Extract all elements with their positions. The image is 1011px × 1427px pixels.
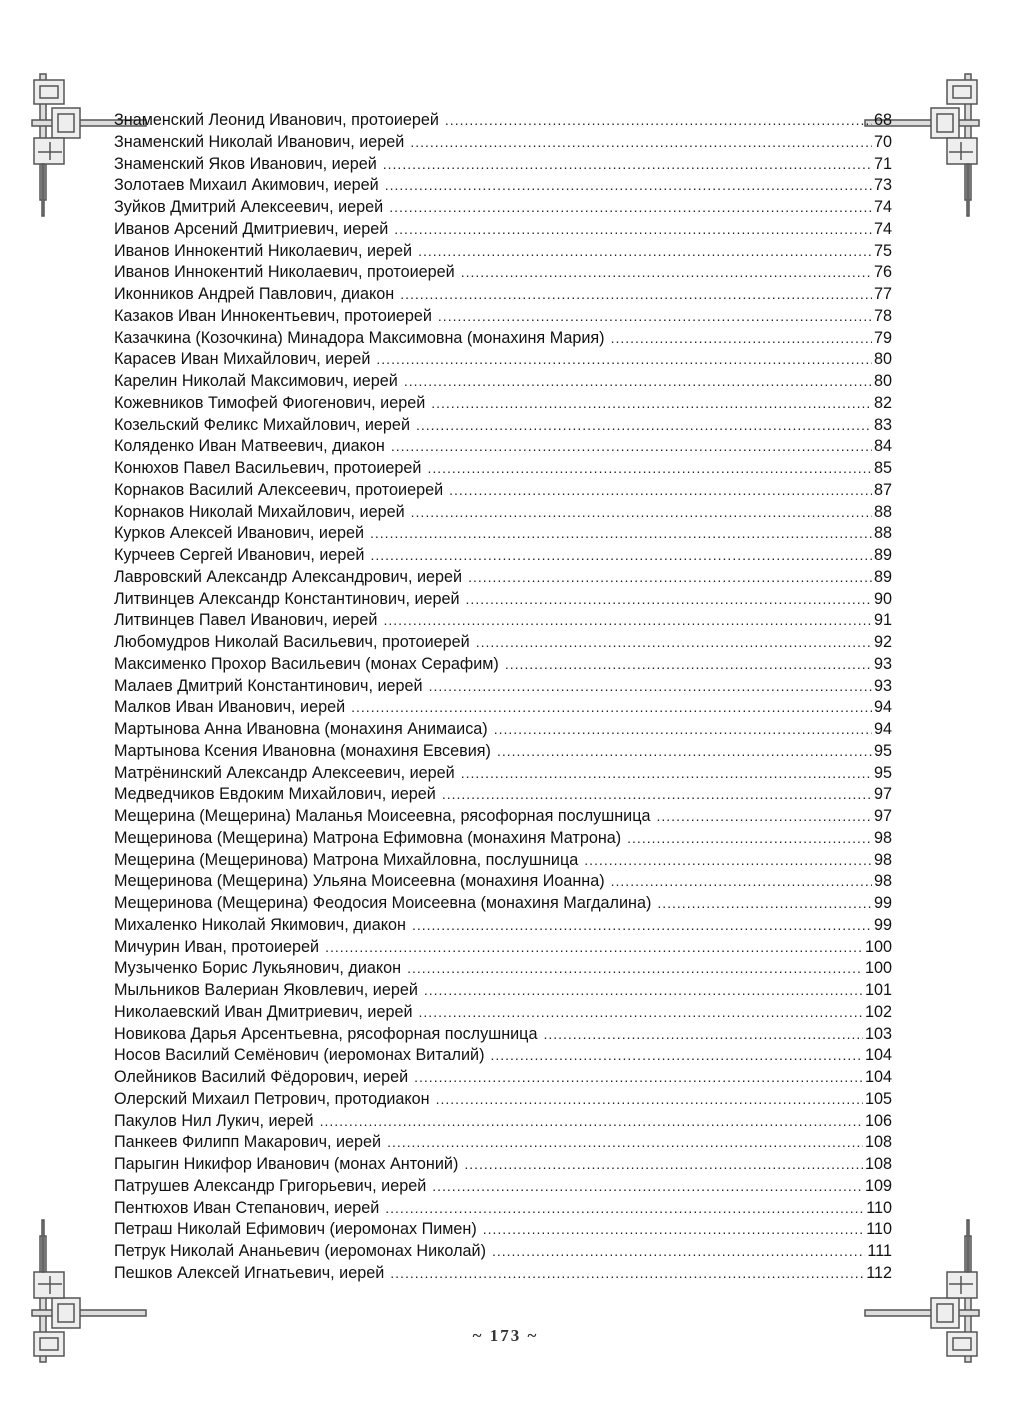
- toc-leader-dots: [464, 1154, 863, 1176]
- toc-entry-page: 98: [873, 872, 892, 891]
- toc-leader-dots: [492, 1241, 865, 1263]
- toc-entry-name: Конюхов Павел Васильевич, протоиерей: [114, 459, 422, 477]
- toc-entry[interactable]: [114, 1002, 892, 1024]
- toc-entry[interactable]: [114, 458, 892, 480]
- toc-leader-dots: [431, 393, 872, 415]
- toc-leader-dots: [418, 241, 872, 263]
- toc-entry-name: Олейников Василий Фёдорович, иерей: [114, 1068, 409, 1086]
- toc-entry[interactable]: [114, 1219, 892, 1241]
- toc-entry-name: Музыченко Борис Лукьянович, диакон: [114, 959, 402, 978]
- toc-entry-name: Патрушев Александр Григорьевич, иерей: [114, 1176, 427, 1195]
- toc-leader-dots: [385, 1198, 864, 1220]
- toc-entry[interactable]: [114, 415, 892, 437]
- toc-entry-name: Знаменский Леонид Иванович, протоиерей: [114, 111, 439, 129]
- toc-entry[interactable]: [114, 1045, 892, 1067]
- toc-leader-dots: [419, 1002, 863, 1024]
- toc-leader-dots: [424, 980, 863, 1002]
- toc-entry-page: 100: [864, 937, 892, 956]
- toc-entry-page: 95: [873, 763, 892, 782]
- toc-entry-name: Максименко Прохор Васильевич (монах Серафим): [114, 654, 499, 673]
- toc-entry-page: 103: [864, 1024, 892, 1043]
- toc-entry-name: Курчеев Сергей Иванович, иерей: [114, 546, 365, 564]
- toc-leader-dots: [410, 132, 872, 154]
- toc-entry-page: 110: [866, 1220, 892, 1239]
- toc-entry[interactable]: [114, 1241, 892, 1263]
- toc-entry-name: Литвинцев Александр Константинович, иерей: [114, 589, 460, 608]
- toc-entry-page: 79: [873, 328, 892, 347]
- toc-entry-page: 109: [864, 1176, 892, 1195]
- toc-entry[interactable]: [114, 1263, 892, 1285]
- toc-entry-name: Пешков Алексей Игнатьевич, иерей: [114, 1263, 385, 1282]
- toc-entry-name: Мичурин Иван, протоиерей: [114, 937, 320, 956]
- toc-entry-page: 111: [867, 1242, 892, 1260]
- toc-entry-name: Мещерина (Мещеринова) Матрона Михайловна, послушница: [114, 850, 579, 869]
- toc-entry[interactable]: [114, 1067, 892, 1089]
- toc-entry-name: Парыгин Никифор Иванович (монах Антоний): [114, 1155, 459, 1173]
- toc-leader-dots: [320, 1111, 863, 1133]
- toc-entry-page: 101: [864, 981, 892, 999]
- toc-entry[interactable]: [114, 502, 892, 524]
- toc-entry[interactable]: [114, 349, 892, 371]
- toc-entry-page: 100: [864, 959, 892, 978]
- toc-entry-name: Мещеринова (Мещерина) Ульяна Моисеевна (монахиня Иоанна): [114, 872, 605, 891]
- toc-leader-dots: [611, 871, 872, 893]
- toc-entry-page: 70: [873, 132, 892, 151]
- toc-entry[interactable]: [114, 1111, 892, 1133]
- toc-leader-dots: [445, 110, 872, 132]
- toc-leader-dots: [466, 589, 872, 611]
- toc-entry-name: Иванов Иннокентий Николаевич, иерей: [114, 241, 413, 260]
- toc-entry[interactable]: [114, 110, 892, 132]
- toc-leader-dots: [543, 1024, 863, 1046]
- toc-entry-page: 77: [873, 285, 892, 303]
- toc-entry-name: Мартынова Ксения Ивановна (монахиня Евсевия): [114, 741, 491, 760]
- toc-entry[interactable]: [114, 175, 892, 197]
- toc-entry-name: Носов Василий Семёнович (иеромонах Виталий): [114, 1046, 485, 1065]
- page-number: ~ 173 ~: [472, 1326, 539, 1345]
- toc-entry[interactable]: [114, 676, 892, 698]
- toc-entry-name: Иконников Андрей Павлович, диакон: [114, 285, 395, 303]
- toc-entry-page: 89: [873, 567, 892, 586]
- toc-entry-page: 89: [873, 546, 892, 564]
- toc-leader-dots: [407, 958, 863, 980]
- toc-entry[interactable]: [114, 806, 892, 828]
- toc-leader-dots: [468, 567, 872, 589]
- toc-entry-name: Петраш Николай Ефимович (иеромонах Пимен): [114, 1220, 477, 1239]
- toc-entry-page: 80: [873, 372, 892, 390]
- toc-leader-dots: [390, 1263, 864, 1285]
- toc-leader-dots: [490, 1045, 863, 1067]
- toc-leader-dots: [412, 915, 872, 937]
- toc-entry-page: 108: [864, 1155, 892, 1173]
- toc-entry[interactable]: [114, 850, 892, 872]
- toc-entry[interactable]: [114, 371, 892, 393]
- toc-leader-dots: [370, 523, 872, 545]
- toc-leader-dots: [584, 850, 872, 872]
- toc-entry-name: Мыльников Валериан Яковлевич, иерей: [114, 981, 418, 999]
- toc-entry[interactable]: [114, 219, 892, 241]
- toc-entry[interactable]: [114, 1024, 892, 1046]
- toc-entry-page: 74: [873, 198, 892, 216]
- toc-entry-page: 88: [873, 502, 892, 521]
- toc-entry[interactable]: [114, 632, 892, 654]
- toc-entry[interactable]: [114, 197, 892, 219]
- toc-entry[interactable]: [114, 284, 892, 306]
- toc-entry-name: Казачкина (Козочкина) Минадора Максимовна (монахиня Мария): [114, 328, 605, 347]
- toc-entry[interactable]: [114, 241, 892, 263]
- toc-entry-page: 97: [873, 785, 892, 804]
- toc-entry-page: 87: [873, 480, 892, 499]
- toc-entry-name: Малков Иван Иванович, иерей: [114, 698, 346, 717]
- toc-entry[interactable]: [114, 480, 892, 502]
- toc-entry[interactable]: [114, 132, 892, 154]
- toc-entry-page: 108: [864, 1133, 892, 1152]
- toc-leader-dots: [391, 436, 872, 458]
- toc-entry[interactable]: [114, 741, 892, 763]
- toc-entry-name: Корнаков Николай Михайлович, иерей: [114, 502, 405, 521]
- toc-entry-page: 106: [864, 1111, 892, 1130]
- toc-entry[interactable]: [114, 937, 892, 959]
- toc-entry-page: 71: [873, 154, 892, 173]
- toc-entry[interactable]: [114, 154, 892, 176]
- toc-entry-page: 94: [873, 720, 892, 738]
- toc-leader-dots: [351, 697, 872, 719]
- toc-leader-dots: [414, 1067, 863, 1089]
- toc-entry-name: Любомудров Николай Васильевич, протоиерей: [114, 633, 470, 651]
- toc-entry[interactable]: [114, 958, 892, 980]
- toc-leader-dots: [442, 784, 872, 806]
- toc-leader-dots: [383, 154, 872, 176]
- toc-leader-dots: [483, 1219, 864, 1241]
- toc-entry-name: Михаленко Николай Якимович, диакон: [114, 915, 406, 934]
- toc-entry-name: Золотаев Михаил Акимович, иерей: [114, 176, 379, 195]
- toc-entry[interactable]: [114, 1198, 892, 1220]
- toc-leader-dots: [505, 654, 872, 676]
- toc-entry-page: 99: [873, 894, 892, 912]
- toc-entry[interactable]: [114, 545, 892, 567]
- toc-entry-page: 73: [873, 176, 892, 195]
- toc-entry[interactable]: [114, 828, 892, 850]
- toc-entry[interactable]: [114, 1154, 892, 1176]
- toc-leader-dots: [429, 676, 872, 698]
- toc-entry-name: Казаков Иван Иннокентьевич, протоиерей: [114, 306, 432, 325]
- toc-entry[interactable]: [114, 871, 892, 893]
- toc-leader-dots: [394, 219, 872, 241]
- toc-entry-page: 74: [873, 219, 892, 238]
- toc-entry-name: Корнаков Василий Алексеевич, протоиерей: [114, 480, 444, 499]
- toc-leader-dots: [494, 719, 872, 741]
- toc-entry-name: Литвинцев Павел Иванович, иерей: [114, 611, 378, 630]
- toc-leader-dots: [387, 1132, 863, 1154]
- toc-entry[interactable]: [114, 784, 892, 806]
- toc-entry-page: 94: [873, 698, 892, 717]
- toc-entry-page: 110: [866, 1198, 892, 1217]
- toc-entry[interactable]: [114, 893, 892, 915]
- toc-entry-name: Мещеринова (Мещерина) Феодосия Моисеевна (монахиня Магдалина): [114, 894, 652, 912]
- toc-leader-dots: [325, 937, 863, 959]
- toc-entry[interactable]: [114, 719, 892, 741]
- toc-entry-name: Мещеринова (Мещерина) Матрона Ефимовна (монахиня Матрона): [114, 828, 622, 847]
- toc-entry-name: Зуйков Дмитрий Алексеевич, иерей: [114, 198, 384, 216]
- toc-entry-name: Мартынова Анна Ивановна (монахиня Анимаиса): [114, 720, 488, 738]
- toc-leader-dots: [436, 1089, 863, 1111]
- toc-entry-name: Олерский Михаил Петрович, протодиакон: [114, 1089, 430, 1108]
- toc-entry-page: 88: [873, 524, 892, 543]
- toc-entry-page: 104: [864, 1068, 892, 1086]
- toc-entry-page: 92: [873, 633, 892, 651]
- toc-leader-dots: [497, 741, 872, 763]
- toc-entry-name: Иванов Арсений Дмитриевич, иерей: [114, 219, 389, 238]
- toc-entry-name: Коляденко Иван Матвеевич, диакон: [114, 437, 385, 456]
- toc-leader-dots: [627, 828, 872, 850]
- toc-leader-dots: [400, 284, 872, 306]
- toc-entry-name: Матрёнинский Александр Алексеевич, иерей: [114, 763, 455, 782]
- toc-leader-dots: [611, 328, 872, 350]
- toc-leader-dots: [449, 480, 872, 502]
- toc-leader-dots: [416, 415, 872, 437]
- toc-entry[interactable]: [114, 589, 892, 611]
- toc-entry-page: 104: [864, 1046, 892, 1065]
- toc-entry[interactable]: [114, 328, 892, 350]
- toc-entry[interactable]: [114, 610, 892, 632]
- toc-entry[interactable]: [114, 567, 892, 589]
- toc-leader-dots: [385, 175, 872, 197]
- toc-entry-name: Курков Алексей Иванович, иерей: [114, 524, 365, 543]
- toc-entry[interactable]: [114, 654, 892, 676]
- toc-entry-page: 93: [873, 654, 892, 673]
- toc-entry-name: Пентюхов Иван Степанович, иерей: [114, 1198, 380, 1217]
- toc-entry-page: 93: [873, 676, 892, 695]
- toc-leader-dots: [461, 262, 872, 284]
- toc-entry-page: 78: [873, 306, 892, 325]
- toc-entry[interactable]: [114, 697, 892, 719]
- toc-entry-name: Петрук Николай Ананьевич (иеромонах Николай): [114, 1242, 486, 1260]
- toc-entry-name: Малаев Дмитрий Константинович, иерей: [114, 676, 423, 695]
- toc-entry-name: Пакулов Нил Лукич, иерей: [114, 1111, 314, 1130]
- toc-entry[interactable]: [114, 763, 892, 785]
- toc-leader-dots: [432, 1176, 863, 1198]
- toc-entry[interactable]: [114, 980, 892, 1002]
- toc-leader-dots: [376, 349, 872, 371]
- toc-entry-page: 76: [873, 263, 892, 282]
- toc-leader-dots: [438, 306, 872, 328]
- toc-entry-name: Иванов Иннокентий Николаевич, протоиерей: [114, 263, 455, 282]
- toc-entry-name: Лавровский Александр Александрович, иерей: [114, 567, 463, 586]
- toc-entry-page: 80: [873, 350, 892, 369]
- toc-entry-page: 83: [873, 415, 892, 434]
- table-of-contents: [114, 110, 892, 1285]
- toc-leader-dots: [383, 610, 872, 632]
- toc-entry-page: 68: [873, 111, 892, 129]
- toc-entry-name: Панкеев Филипп Макарович, иерей: [114, 1133, 382, 1152]
- toc-leader-dots: [476, 632, 872, 654]
- toc-leader-dots: [389, 197, 872, 219]
- toc-leader-dots: [427, 458, 872, 480]
- toc-entry-name: Кожевников Тимофей Фиогенович, иерей: [114, 393, 426, 412]
- toc-entry-page: 95: [873, 741, 892, 760]
- toc-entry-page: 84: [873, 437, 892, 456]
- toc-leader-dots: [461, 763, 872, 785]
- toc-entry-page: 97: [873, 807, 892, 825]
- toc-leader-dots: [657, 806, 872, 828]
- toc-entry-name: Знаменский Николай Иванович, иерей: [114, 132, 405, 151]
- toc-entry-name: Карасев Иван Михайлович, иерей: [114, 350, 371, 369]
- toc-leader-dots: [657, 893, 872, 915]
- toc-leader-dots: [411, 502, 872, 524]
- toc-entry-page: 105: [864, 1089, 892, 1108]
- toc-entry-name: Медведчиков Евдоким Михайлович, иерей: [114, 785, 436, 804]
- toc-entry-name: Николаевский Иван Дмитриевич, иерей: [114, 1002, 413, 1021]
- toc-entry[interactable]: [114, 262, 892, 284]
- toc-entry-name: Козельский Феликс Михайлович, иерей: [114, 415, 410, 434]
- toc-entry[interactable]: [114, 523, 892, 545]
- toc-entry-page: 85: [873, 459, 892, 477]
- toc-entry-page: 98: [873, 828, 892, 847]
- toc-entry-page: 82: [873, 393, 892, 412]
- toc-entry-name: Знаменский Яков Иванович, иерей: [114, 154, 377, 173]
- toc-entry-page: 99: [873, 915, 892, 934]
- toc-entry[interactable]: [114, 436, 892, 458]
- toc-entry-page: 102: [864, 1002, 892, 1021]
- toc-entry[interactable]: [114, 306, 892, 328]
- toc-entry-name: Мещерина (Мещерина) Маланья Моисеевна, рясофорная послушница: [114, 807, 651, 825]
- toc-entry-name: Новикова Дарья Арсентьевна, рясофорная послушница: [114, 1024, 538, 1043]
- toc-entry-page: 91: [873, 611, 892, 630]
- toc-entry-page: 90: [873, 589, 892, 608]
- toc-entry-page: 112: [866, 1263, 892, 1282]
- toc-entry[interactable]: [114, 1089, 892, 1111]
- toc-entry[interactable]: [114, 1132, 892, 1154]
- toc-entry-page: 75: [873, 241, 892, 260]
- toc-entry[interactable]: [114, 393, 892, 415]
- toc-entry-name: Карелин Николай Максимович, иерей: [114, 372, 398, 390]
- toc-entry[interactable]: [114, 915, 892, 937]
- toc-leader-dots: [370, 545, 872, 567]
- toc-leader-dots: [404, 371, 872, 393]
- toc-entry[interactable]: [114, 1176, 892, 1198]
- toc-entry-page: 98: [873, 850, 892, 869]
